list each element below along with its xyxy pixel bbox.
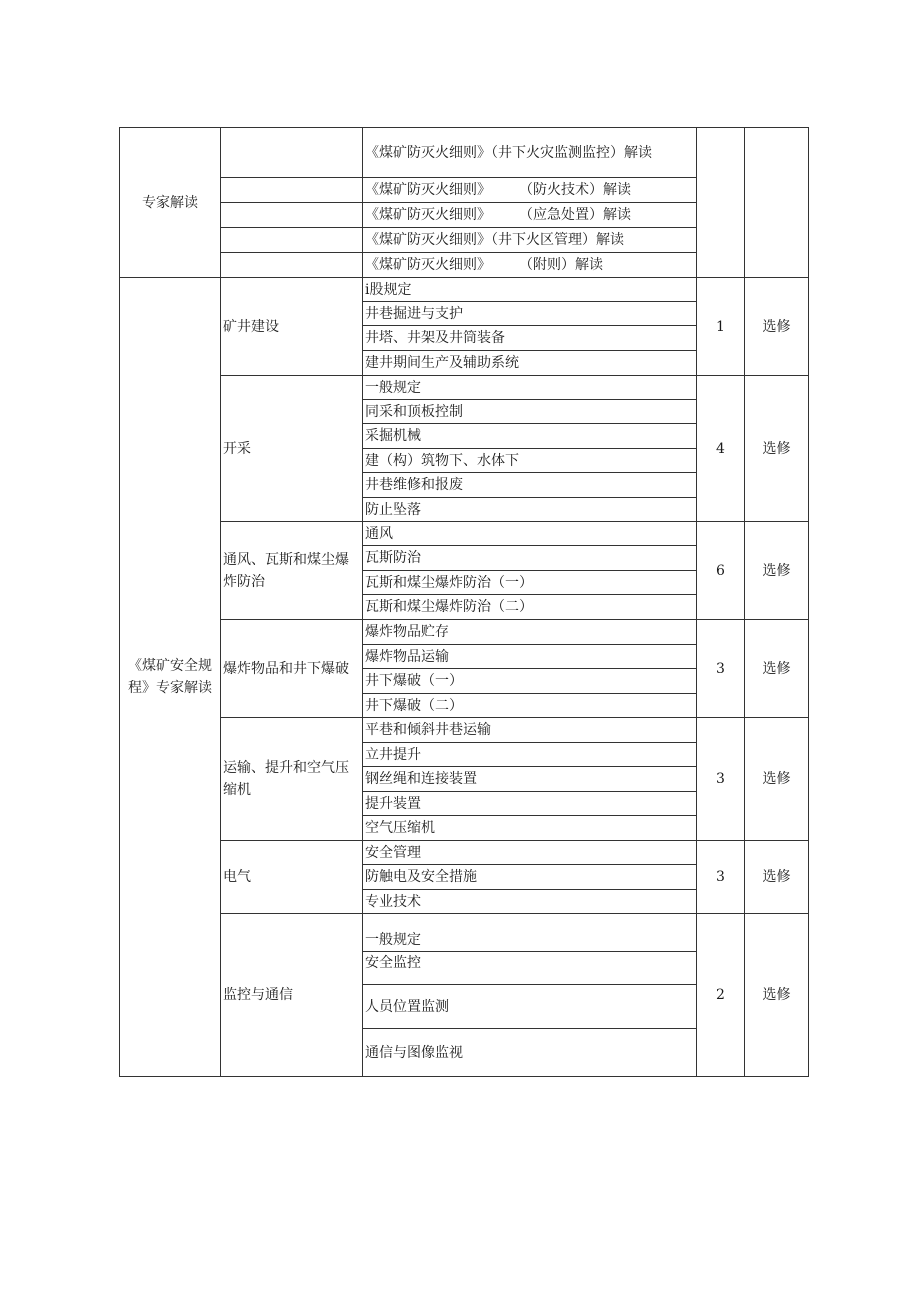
sub-item: 瓦斯和煤尘爆炸防治（二）: [363, 595, 697, 620]
empty-category-cell: [221, 228, 363, 253]
category-name: 通风、瓦斯和煤尘爆炸防治: [221, 522, 363, 620]
category-count: 1: [697, 278, 745, 376]
table-row: [120, 376, 809, 400]
empty-category-cell: [221, 203, 363, 228]
table-row: [120, 522, 809, 546]
category-name: 爆炸物品和井下爆破: [221, 620, 363, 718]
category-name: 电气: [221, 841, 363, 914]
sub-item: 防止坠落: [363, 498, 697, 522]
sub-item: 井巷维修和报废: [363, 473, 697, 498]
empty-category-cell: [221, 128, 363, 178]
category-count: 6: [697, 522, 745, 620]
sub-item: 井塔、井架及井筒装备: [363, 326, 697, 351]
sub-item: 立井提升: [363, 743, 697, 767]
category-name: 监控与通信: [221, 914, 363, 1077]
empty-count-cell: [697, 128, 745, 278]
empty-type-cell: [745, 128, 809, 278]
table-row: [120, 128, 809, 178]
sub-item: 《煤矿防灭火细则》 （应急处置）解读: [363, 203, 697, 228]
sub-item: 爆炸物品贮存: [363, 620, 697, 645]
category-type: 选修: [745, 620, 809, 718]
sub-item: 一般规定: [363, 914, 697, 952]
table-row: [120, 278, 809, 302]
sub-item: 同采和顶板控制: [363, 400, 697, 424]
sub-item: 《煤矿防灭火细则》 （附则）解读: [363, 253, 697, 278]
category-count: 3: [697, 718, 745, 841]
category-name: 运输、提升和空气压缩机: [221, 718, 363, 841]
empty-category-cell: [221, 253, 363, 278]
group-label: 《煤矿安全规程》专家解读: [120, 278, 221, 1077]
category-type: 选修: [745, 914, 809, 1077]
sub-item: 《煤矿防灭火细则》（井下火区管理）解读: [363, 228, 697, 253]
sub-item: 防触电及安全措施: [363, 865, 697, 890]
sub-item: 专业技术: [363, 890, 697, 914]
sub-item: 安全监控: [363, 952, 697, 985]
sub-item: 人员位置监测: [363, 985, 697, 1029]
sub-item: 一般规定: [363, 376, 697, 400]
group-label: 专家解读: [120, 128, 221, 278]
course-table: [119, 127, 809, 1077]
sub-item: 井下爆破（一）: [363, 669, 697, 694]
category-name: 矿井建设: [221, 278, 363, 376]
sub-item: 《煤矿防灭火细则》（井下火灾监测监控）解读: [363, 128, 697, 178]
table-row: [120, 914, 809, 952]
empty-category-cell: [221, 178, 363, 203]
sub-item: 通信与图像监视: [363, 1029, 697, 1077]
sub-item: 提升装置: [363, 792, 697, 816]
category-count: 2: [697, 914, 745, 1077]
sub-item: 井巷掘进与支护: [363, 302, 697, 326]
sub-item: 采掘机械: [363, 424, 697, 449]
sub-item: 空气压缩机: [363, 816, 697, 841]
sub-item: 瓦斯和煤尘爆炸防治（一）: [363, 571, 697, 595]
sub-item: 建井期间生产及辅助系统: [363, 351, 697, 376]
sub-item: 《煤矿防灭火细则》 （防火技术）解读: [363, 178, 697, 203]
category-count: 3: [697, 620, 745, 718]
category-name: 开采: [221, 376, 363, 522]
category-count: 3: [697, 841, 745, 914]
category-type: 选修: [745, 841, 809, 914]
category-type: 选修: [745, 376, 809, 522]
table-row: [120, 841, 809, 865]
table-row: [120, 718, 809, 743]
category-type: 选修: [745, 522, 809, 620]
sub-item: 安全管理: [363, 841, 697, 865]
sub-item: 瓦斯防治: [363, 546, 697, 571]
sub-item: i股规定: [363, 278, 697, 302]
category-type: 选修: [745, 278, 809, 376]
sub-item: 爆炸物品运输: [363, 645, 697, 669]
sub-item: 钢丝绳和连接装置: [363, 767, 697, 792]
category-type: 选修: [745, 718, 809, 841]
sub-item: 井下爆破（二）: [363, 694, 697, 718]
sub-item: 建（构）筑物下、水体下: [363, 449, 697, 473]
sub-item: 平巷和倾斜井巷运输: [363, 718, 697, 743]
sub-item: 通风: [363, 522, 697, 546]
category-count: 4: [697, 376, 745, 522]
table-row: [120, 620, 809, 645]
